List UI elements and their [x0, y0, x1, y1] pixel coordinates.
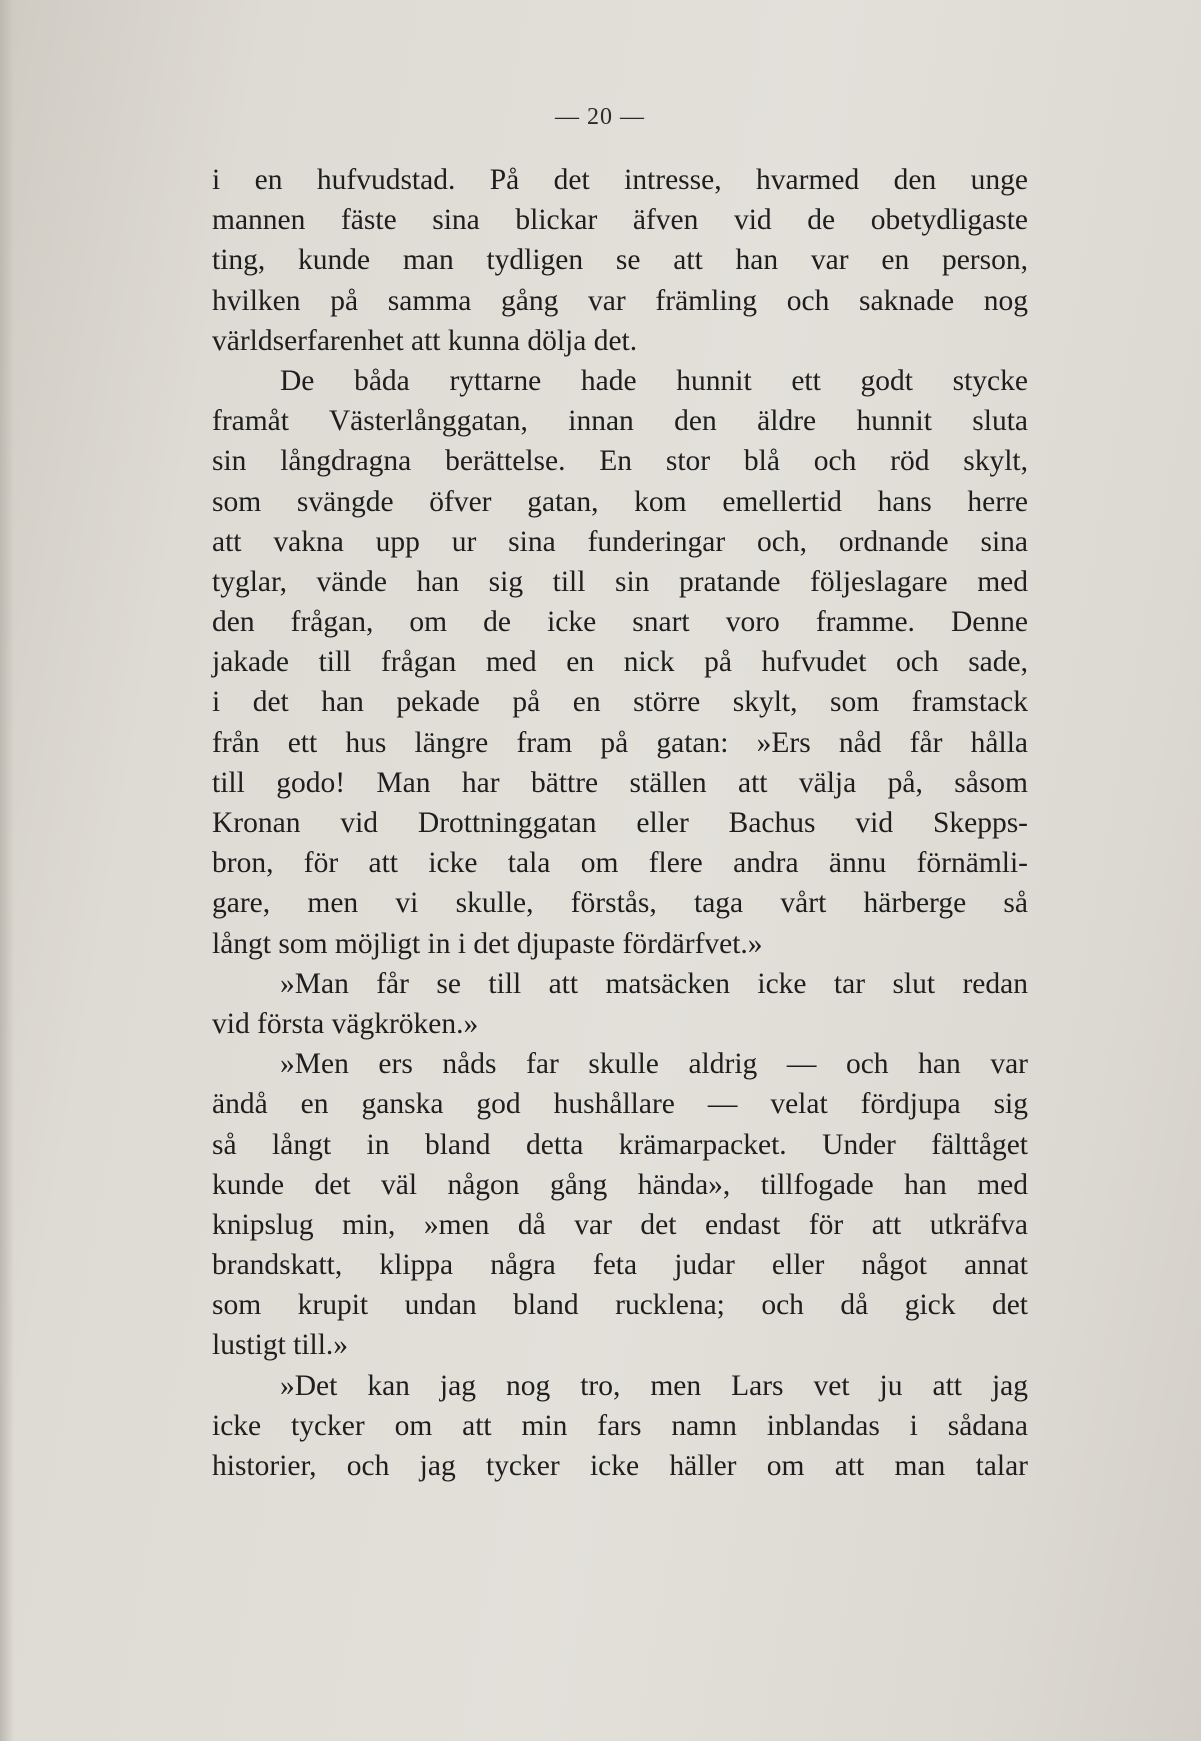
- text-line: så långt in bland detta krämarpacket. Under fälttåget: [212, 1128, 1028, 1161]
- text-line: De båda ryttarne hade hunnit ett godt stycke: [280, 364, 1028, 397]
- page-number: — 20 —: [555, 104, 645, 130]
- text-line: gare, men vi skulle, förstås, taga vårt härberge så: [212, 887, 1028, 920]
- text-line: till godo! Man har bättre ställen att välja på, såsom: [212, 766, 1028, 799]
- text-line: icke tycker om att min fars namn inblandas i sådana: [212, 1409, 1028, 1442]
- text-line: »Men ers nåds far skulle aldrig — och han var: [280, 1048, 1028, 1081]
- text-line: världserfarenhet att kunna dölja det.: [212, 324, 638, 357]
- text-line: som krupit undan bland rucklena; och då gick det: [212, 1289, 1028, 1322]
- text-line: knipslug min, »men då var det endast för att utkräfva: [212, 1208, 1028, 1241]
- text-line: vid första vägkröken.»: [212, 1007, 479, 1040]
- text-line: ting, kunde man tydligen se att han var en person,: [212, 244, 1028, 277]
- text-line: som svängde öfver gatan, kom emellertid hans herre: [212, 485, 1028, 518]
- text-line: lustigt till.»: [212, 1329, 349, 1362]
- text-line: tyglar, vände han sig till sin pratande följeslagare med: [212, 565, 1028, 598]
- text-line: kunde det väl någon gång hända», tillfogade han med: [212, 1168, 1028, 1201]
- text-line: hvilken på samma gång var främling och saknade nog: [212, 284, 1028, 317]
- text-line: att vakna upp ur sina funderingar och, ordnande sina: [212, 525, 1028, 558]
- text-line: historier, och jag tycker icke häller om att man talar: [212, 1450, 1028, 1482]
- text-line: ändå en ganska god hushållare — velat fördjupa sig: [212, 1088, 1028, 1121]
- text-line: »Det kan jag nog tro, men Lars vet ju att jag: [280, 1369, 1028, 1402]
- text-line: den frågan, om de icke snart voro framme. Denne: [212, 606, 1028, 639]
- text-line: »Man får se till att matsäcken icke tar slut redan: [280, 967, 1028, 1000]
- text-line: sin långdragna berättelse. En stor blå och röd skylt,: [212, 445, 1028, 478]
- body-text: [212, 160, 1028, 1486]
- text-line: i det han pekade på en större skylt, som framstack: [212, 686, 1028, 719]
- text-line: från ett hus längre fram på gatan: »Ers nåd får hålla: [212, 726, 1028, 759]
- text-line: långt som möjligt in i det djupaste fördärfvet.»: [212, 927, 763, 960]
- text-line: brandskatt, klippa några feta judar eller något annat: [212, 1249, 1028, 1282]
- text-line: jakade till frågan med en nick på hufvudet och sade,: [212, 646, 1028, 679]
- text-line: mannen fäste sina blickar äfven vid de obetydligaste: [212, 204, 1028, 237]
- text-line: Kronan vid Drottninggatan eller Bachus vid Skepps-: [212, 807, 1028, 839]
- text-line: framåt Västerlånggatan, innan den äldre hunnit sluta: [212, 405, 1028, 438]
- page-edge-shadow: [0, 0, 14, 1741]
- text-line: i en hufvudstad. På det intresse, hvarmed den unge: [212, 164, 1028, 196]
- text-line: bron, för att icke tala om flere andra ännu förnämli-: [212, 847, 1028, 880]
